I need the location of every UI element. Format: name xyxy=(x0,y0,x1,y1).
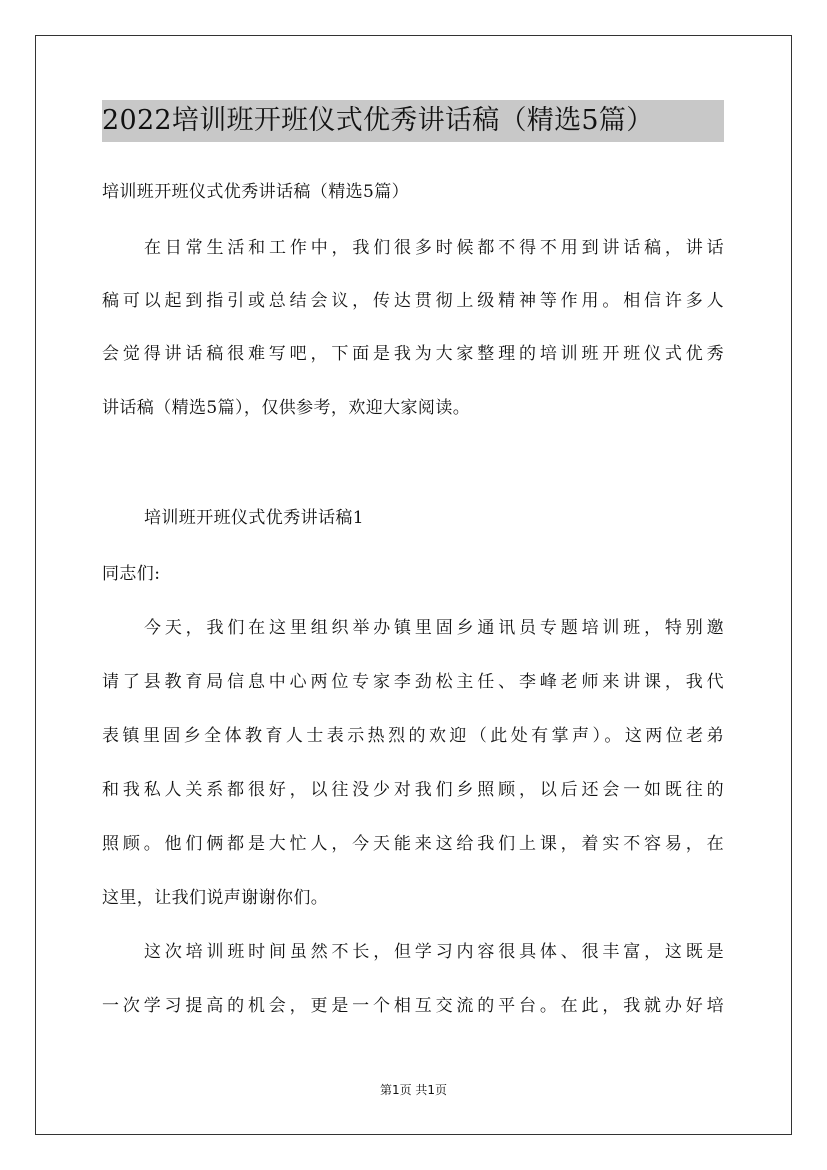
intro-line: 稿可以起到指引或总结会议，传达贯彻上级精神等作用。相信许多人 xyxy=(102,291,724,311)
intro-line: 在日常生活和工作中，我们很多时候都不得不用到讲话稿，讲话 xyxy=(144,238,724,258)
page-footer: 第1页 共1页 xyxy=(379,1083,448,1097)
body-line: 一次学习提高的机会，更是一个相互交流的平台。在此，我就办好培 xyxy=(102,996,724,1016)
intro-line: 讲话稿（精选5篇），仅供参考，欢迎大家阅读。 xyxy=(102,398,471,418)
document-title: 2022培训班开班仪式优秀讲话稿（精选5篇） xyxy=(102,100,724,142)
document-subtitle: 培训班开班仪式优秀讲话稿（精选5篇） xyxy=(102,182,410,202)
salutation: 同志们: xyxy=(102,564,161,584)
body-line: 照顾。他们俩都是大忙人，今天能来这给我们上课，着实不容易，在 xyxy=(102,834,724,854)
body-line: 表镇里固乡全体教育人士表示热烈的欢迎（此处有掌声）。这两位老弟 xyxy=(102,726,724,746)
section-heading: 培训班开班仪式优秀讲话稿1 xyxy=(144,508,365,528)
intro-line: 会觉得讲话稿很难写吧，下面是我为大家整理的培训班开班仪式优秀 xyxy=(102,344,724,364)
body-line: 这里，让我们说声谢谢你们。 xyxy=(102,888,329,908)
body-line: 今天，我们在这里组织举办镇里固乡通讯员专题培训班，特别邀 xyxy=(144,618,724,638)
body-line: 请了县教育局信息中心两位专家李劲松主任、李峰老师来讲课，我代 xyxy=(102,672,724,692)
body-line: 这次培训班时间虽然不长，但学习内容很具体、很丰富，这既是 xyxy=(144,942,724,962)
body-line: 和我私人关系都很好，以往没少对我们乡照顾，以后还会一如既往的 xyxy=(102,780,724,800)
